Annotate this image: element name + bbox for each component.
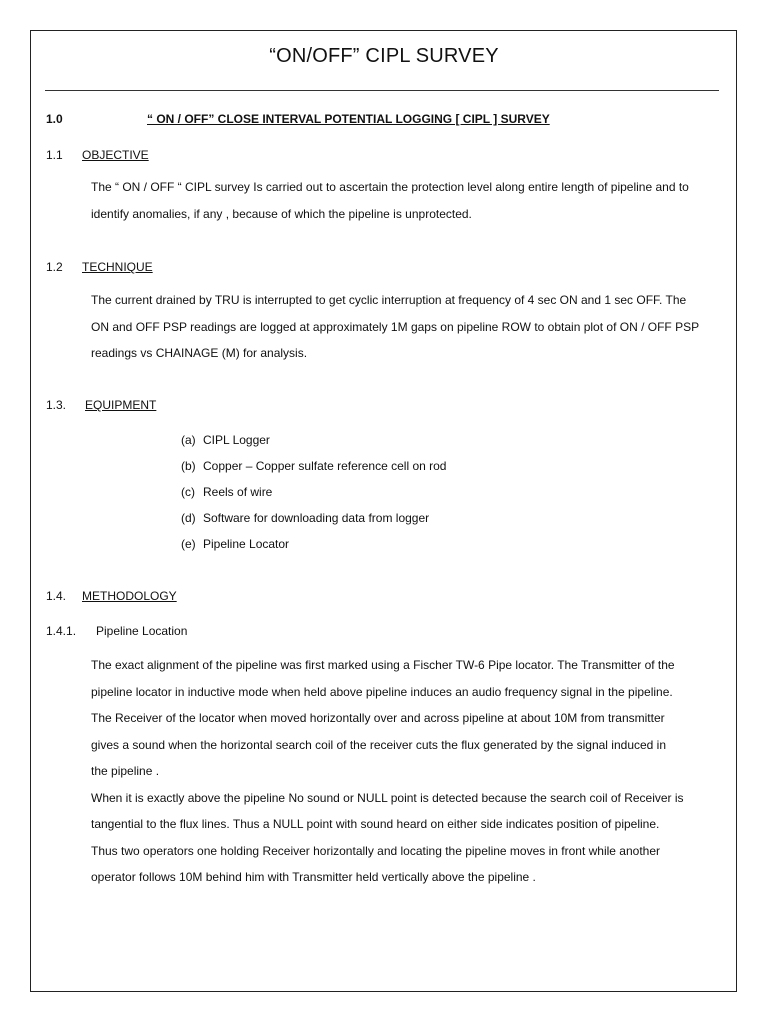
section-number: 1.0 [46, 112, 63, 126]
methodology-heading: METHODOLOGY [82, 589, 177, 603]
paragraph-line: the pipeline . [91, 764, 160, 778]
title-divider [45, 90, 719, 91]
section-heading: “ ON / OFF” CLOSE INTERVAL POTENTIAL LOGGING [ CIPL ] SURVEY [147, 112, 550, 126]
paragraph-line: When it is exactly above the pipeline No sound or NULL point is detected because the search coil of Receiver is [91, 790, 684, 805]
methodology-paragraph [91, 652, 684, 891]
list-item: Pipeline Locator [203, 537, 290, 551]
equipment-heading: EQUIPMENT [85, 398, 157, 412]
list-item: CIPL Logger [203, 433, 270, 447]
paragraph-line: The “ ON / OFF “ CIPL survey Is carried out to ascertain the protection level along entire length of pipeline and to [91, 180, 689, 194]
paragraph-line: identify anomalies, if any , because of which the pipeline is unprotected. [91, 206, 472, 221]
paragraph-line: pipeline locator in inductive mode when held above pipeline induces an audio frequency signal in the pipeline. [91, 684, 673, 699]
technique-paragraph [91, 287, 699, 367]
list-marker: (c) [181, 485, 195, 499]
document-title: “ON/OFF” CIPL SURVEY [269, 45, 499, 67]
subsection-number: 1.4.1. [46, 624, 77, 638]
paragraph-line: operator follows 10M behind him with Transmitter held vertically above the pipeline . [91, 870, 536, 884]
objective-heading: OBJECTIVE [82, 148, 149, 162]
paragraph-line: Thus two operators one holding Receiver horizontally and locating the pipeline moves in front while another [91, 843, 660, 858]
list-item: Reels of wire [203, 485, 273, 499]
list-marker: (b) [181, 459, 196, 473]
paragraph-line: tangential to the flux lines. Thus a NULL point with sound heard on either side indicates position of pipeline. [91, 817, 660, 831]
list-item: Copper – Copper sulfate reference cell on rod [203, 459, 447, 473]
methodology-number: 1.4. [46, 589, 67, 603]
paragraph-line: readings vs CHAINAGE (M) for analysis. [91, 346, 308, 360]
objective-number: 1.1 [46, 148, 63, 162]
subsection-heading: Pipeline Location [96, 624, 188, 638]
list-item: Software for downloading data from logger [203, 511, 430, 525]
paragraph-line: gives a sound when the horizontal search coil of the receiver cuts the flux generated by the signal induced in [91, 737, 667, 752]
list-marker: (a) [181, 433, 196, 447]
paragraph-line: The current drained by TRU is interrupted to get cyclic interruption at frequency of 4 sec ON and 1 sec OFF. The [91, 293, 687, 307]
objective-paragraph [91, 174, 689, 227]
technique-number: 1.2 [46, 260, 63, 274]
list-marker: (e) [181, 537, 196, 551]
paragraph-line: ON and OFF PSP readings are logged at approximately 1M gaps on pipeline ROW to obtain plot of ON / OFF PSP [91, 319, 700, 334]
paragraph-line: The exact alignment of the pipeline was first marked using a Fischer TW-6 Pipe locator. The Transmitter of the [91, 658, 675, 672]
equipment-number: 1.3. [46, 398, 67, 412]
paragraph-line: The Receiver of the locator when moved horizontally over and across pipeline at about 10M from transmitter [91, 711, 665, 725]
technique-heading: TECHNIQUE [82, 260, 153, 274]
list-marker: (d) [181, 511, 196, 525]
